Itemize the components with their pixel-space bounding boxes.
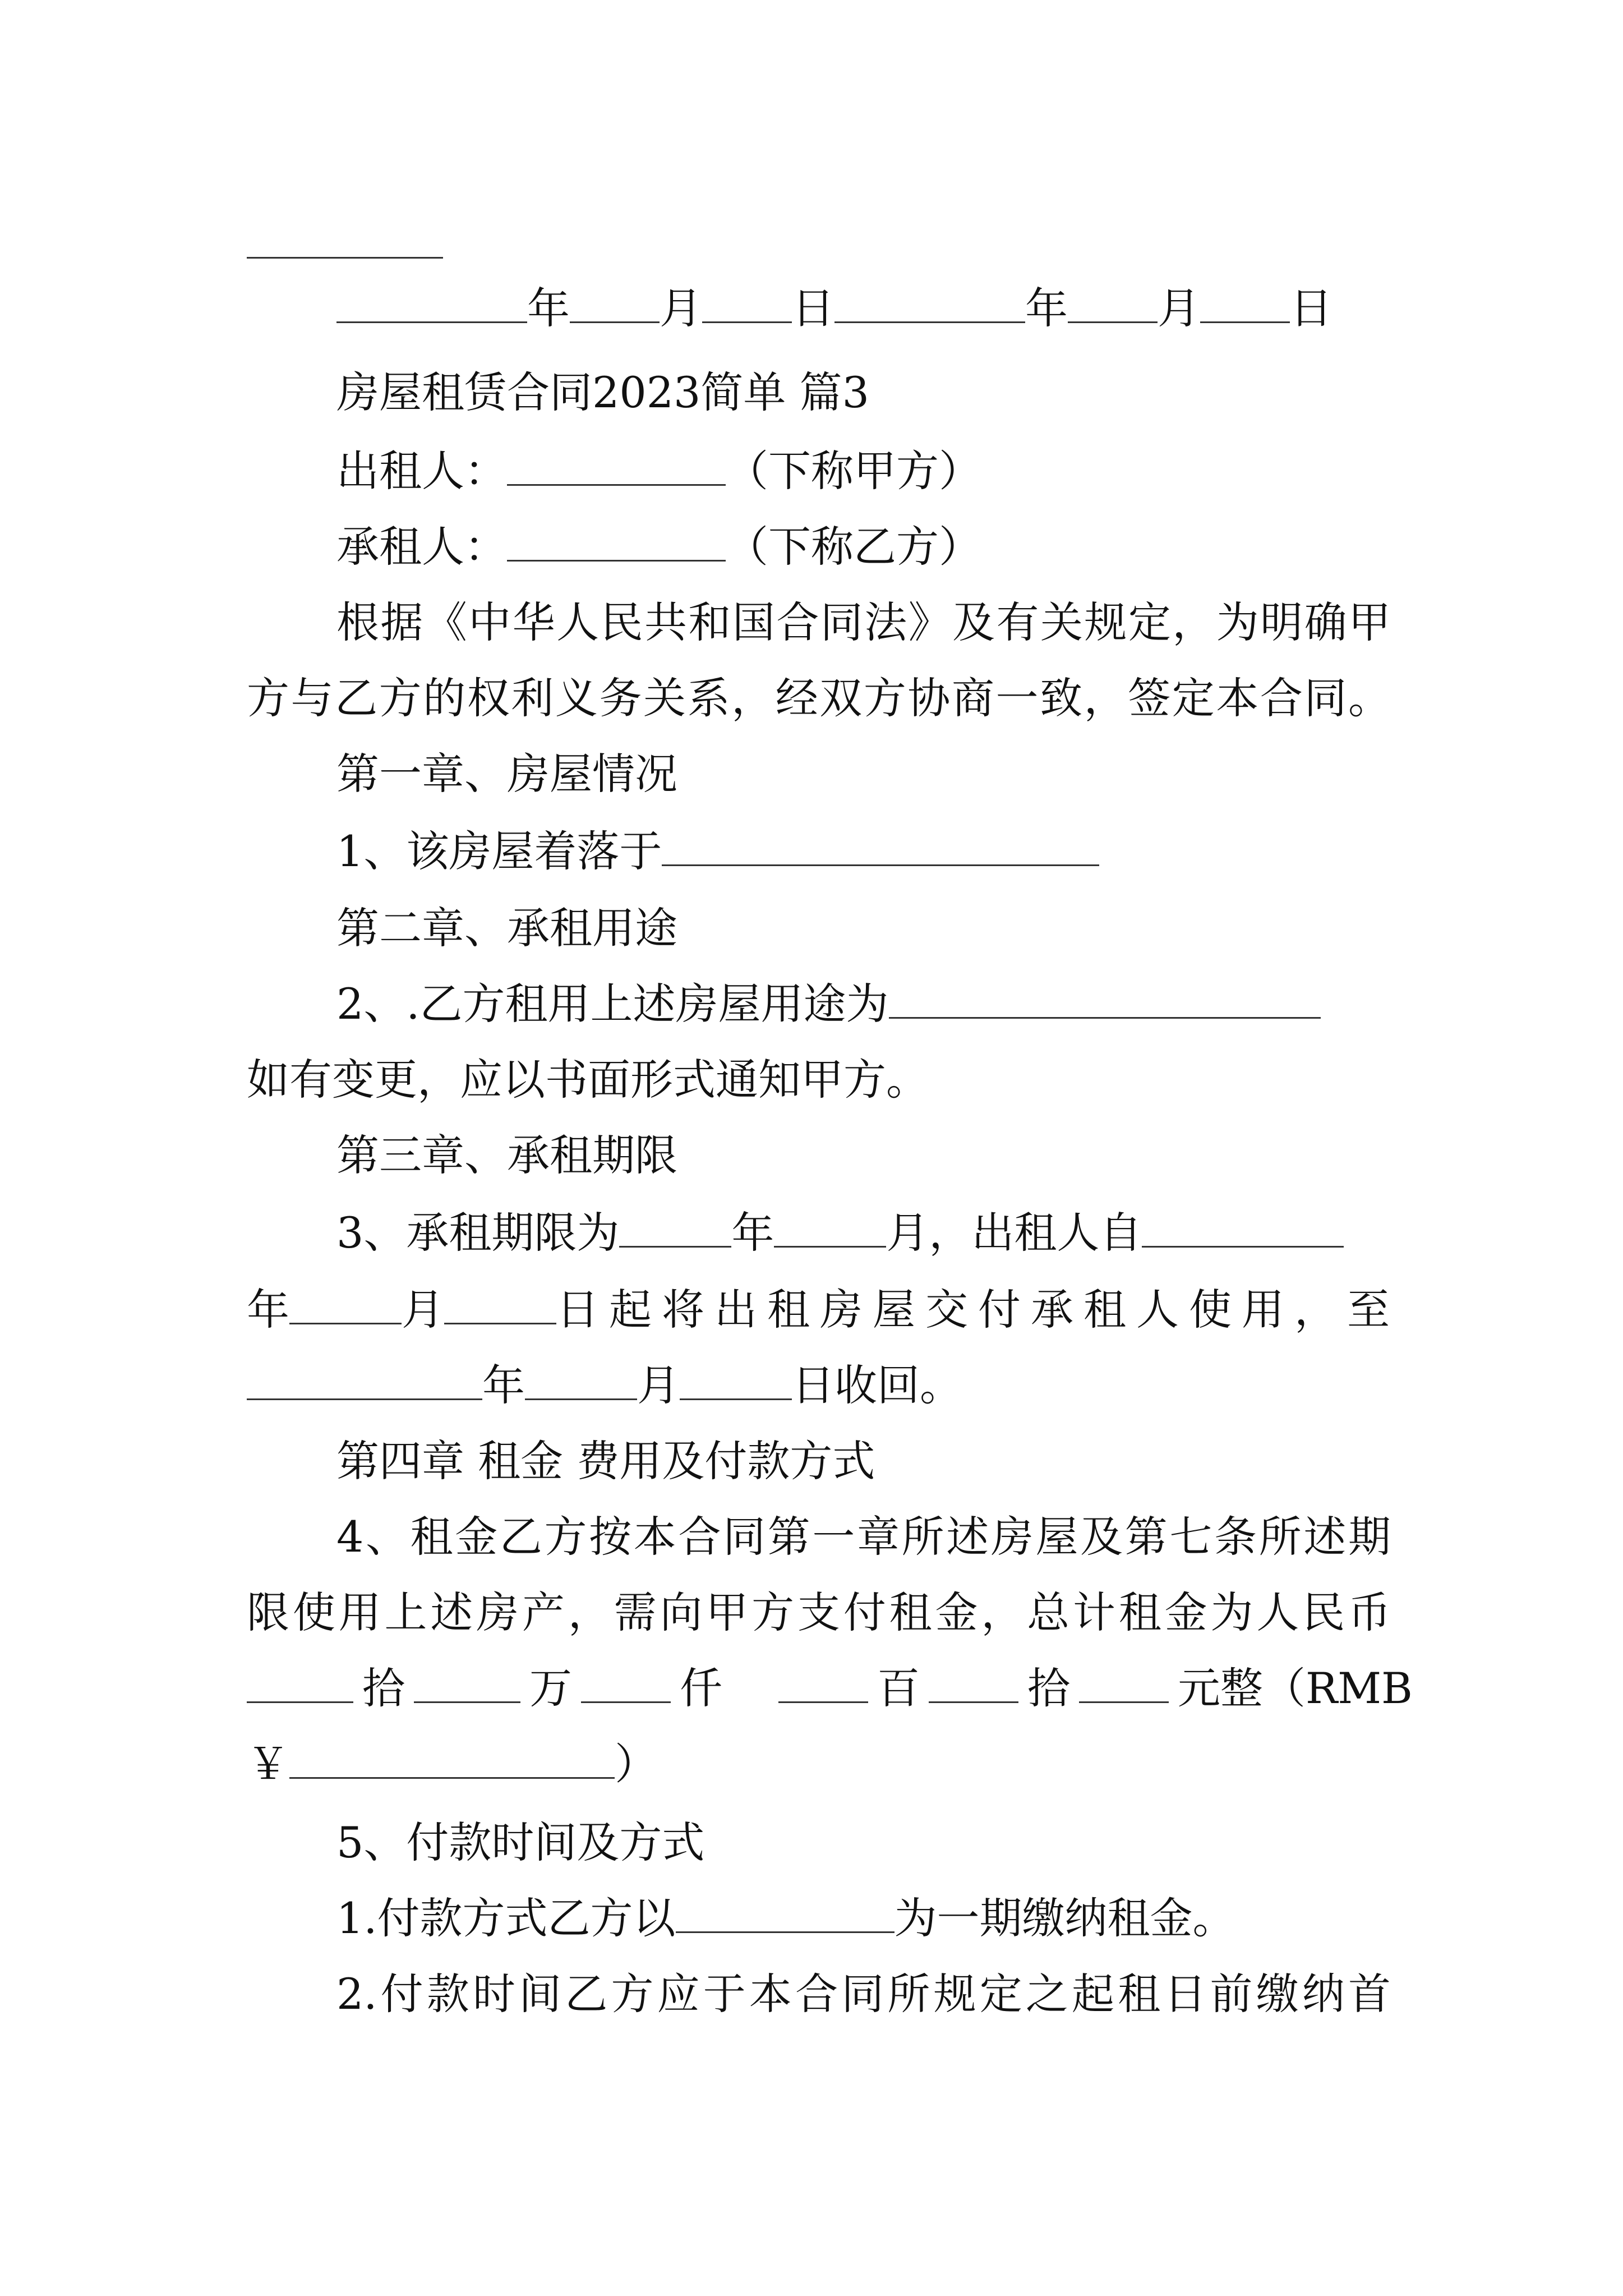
- intro-line-1: 根据《中华人民共和国合同法》及有关规定，为明确甲: [336, 597, 1391, 647]
- item-2-continuation: 如有变更，应以书面形式通知甲方。: [247, 1055, 929, 1105]
- blank-underline: [581, 1668, 671, 1703]
- lessee-line: 承租人： （下称乙方）: [336, 522, 981, 572]
- date-line: 年 月 日 年 月 日: [336, 280, 1391, 337]
- lessee-blank: [507, 526, 726, 562]
- location-blank: [662, 831, 1099, 866]
- blank-underline: [1142, 1212, 1344, 1248]
- payment-period-blank: [676, 1898, 895, 1933]
- chapter-2-title: 第二章、承租用途: [336, 903, 677, 953]
- chapter-4-title: 第四章 租金 费用及付款方式: [336, 1436, 875, 1486]
- blank-underline: [619, 1212, 731, 1248]
- lessor-line: 出租人： （下称甲方）: [336, 446, 981, 496]
- item-4-rmb-line: ￥ ）: [247, 1739, 657, 1789]
- item-5-title: 5、付款时间及方式: [336, 1818, 705, 1867]
- item-2-line: 2、.乙方租用上述房屋用途为: [336, 976, 1391, 1032]
- chapter-3-title: 第三章、承租期限: [336, 1130, 677, 1180]
- blank-underline: [570, 288, 660, 323]
- blank-underline: [336, 288, 527, 323]
- blank-underline: [414, 1668, 520, 1703]
- item-3-line-3: 年 月 日收回。: [247, 1358, 1391, 1414]
- blank-underline: [680, 1365, 792, 1400]
- blank-underline: [289, 1289, 402, 1324]
- document-title: 房屋租赁合同2023简单 篇3: [336, 367, 869, 417]
- rmb-blank: [289, 1743, 615, 1779]
- blank-underline: [1200, 288, 1290, 323]
- blank-underline: [774, 1212, 886, 1248]
- blank-underline: [247, 257, 443, 259]
- item-4-line-2: 限使用上述房产，需向甲方支付租金，总计租金为人民币: [247, 1588, 1391, 1637]
- blank-underline: [247, 1668, 353, 1703]
- usage-blank: [889, 983, 1321, 1019]
- payment-method-line: 1.付款方式乙方以 为一期缴纳租金。: [336, 1893, 1235, 1943]
- item-4-amount-line: 拾 万 仟 百 拾 元整（RMB: [247, 1660, 1391, 1717]
- blank-underline: [1079, 1668, 1169, 1703]
- blank-underline: [525, 1365, 637, 1400]
- lessor-blank: [507, 450, 726, 486]
- item-3-line-1: 3、承租期限为 年 月，出租人自: [336, 1205, 1391, 1261]
- blank-underline: [778, 1668, 868, 1703]
- blank-underline: [1068, 288, 1158, 323]
- item-4-line-1: 4、租金乙方按本合同第一章所述房屋及第七条所述期: [336, 1512, 1391, 1562]
- chapter-1-title: 第一章、房屋情况: [336, 749, 677, 799]
- item-3-line-2: 年 月 日起将出租房屋交付承租人使用，至: [247, 1285, 1400, 1335]
- payment-time-line: 2.付款时间乙方应于本合同所规定之起租日前缴纳首: [336, 1969, 1391, 2019]
- item-1-line: 1、该房屋着落于: [336, 823, 1391, 880]
- blank-underline: [444, 1289, 556, 1324]
- blank-underline: [702, 288, 792, 323]
- blank-underline: [247, 1365, 482, 1400]
- blank-underline: [929, 1668, 1018, 1703]
- blank-underline: [834, 288, 1025, 323]
- intro-line-2: 方与乙方的权利义务关系，经双方协商一致，签定本合同。: [247, 673, 1391, 723]
